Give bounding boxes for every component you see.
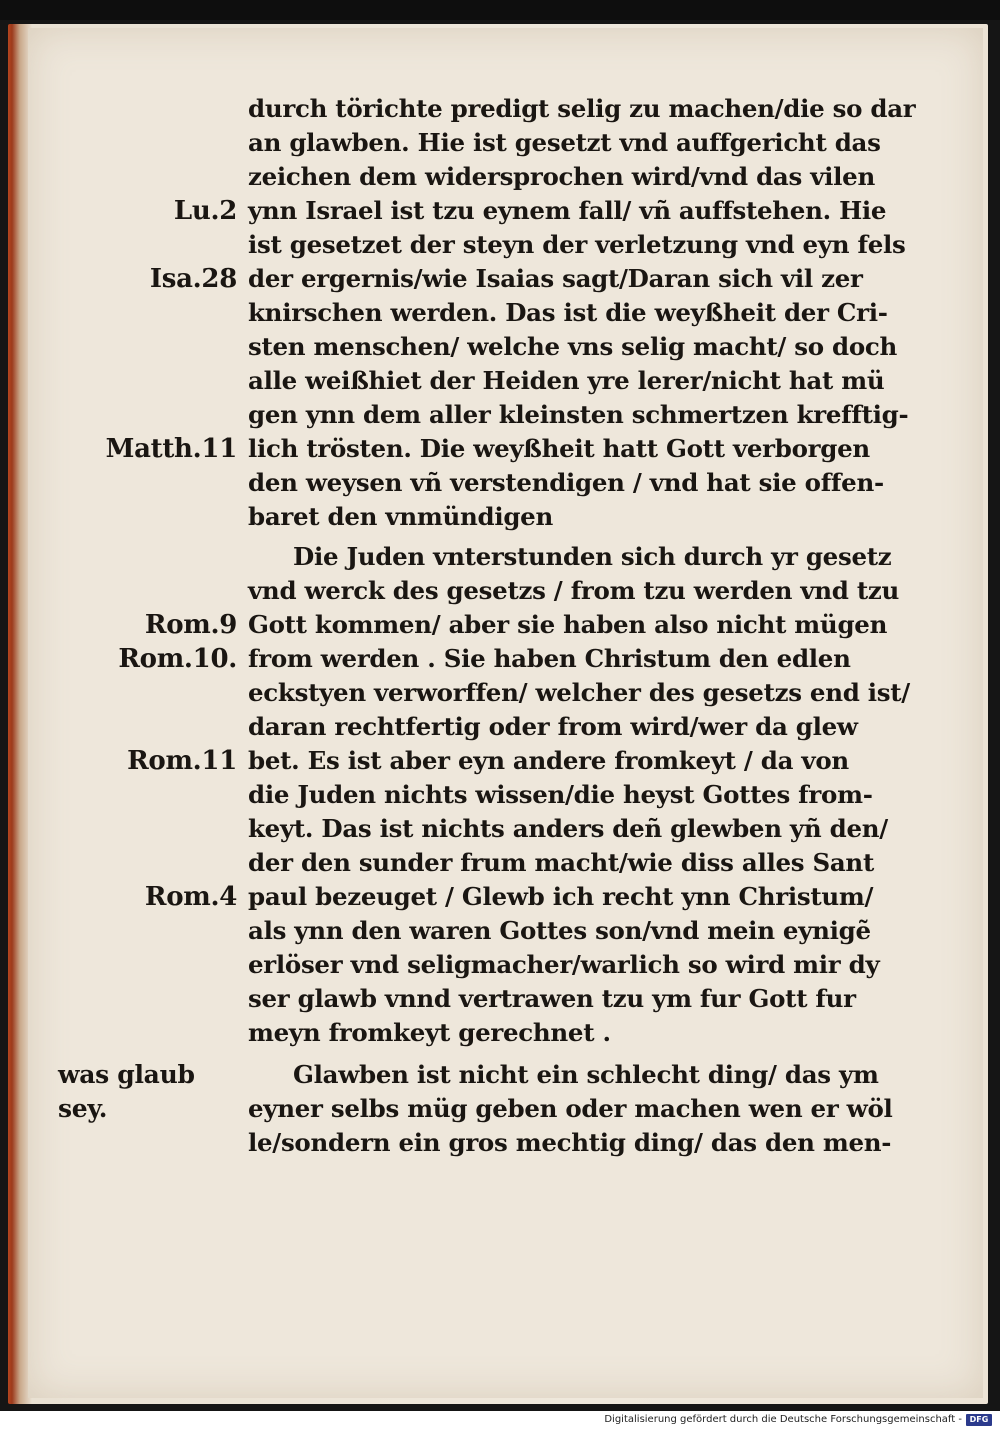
text-line: paul bezeuget / Glewb ich recht ynn Christum/: [248, 882, 874, 911]
funding-credit: Digitalisierung gefördert durch die Deutsche Forschungsgemeinschaft -: [604, 1414, 962, 1425]
margin-note: Rom.11: [127, 746, 237, 776]
margin-note: Rom.9: [144, 610, 237, 640]
text-line: den weysen vñ verstendigen / vnd hat sie offen-: [248, 468, 884, 497]
margin-note: sey.: [58, 1094, 108, 1123]
top-band: [0, 0, 1000, 20]
text-line: meyn fromkeyt gerechnet .: [248, 1018, 611, 1047]
text-line: from werden . Sie haben Christum den edlen: [248, 644, 851, 673]
text-line: der ergernis/wie Isaias sagt/Daran sich vil zer: [248, 264, 863, 293]
margin-note: Rom.10.: [118, 644, 237, 674]
text-line: Die Juden vnterstunden sich durch yr gesetz: [293, 542, 892, 571]
text-line: baret den vnmündigen: [248, 502, 553, 531]
text-line: le/sondern ein gros mechtig ding/ das den men-: [248, 1128, 892, 1157]
text-line: sten menschen/ welche vns selig macht/ so doch: [248, 332, 898, 361]
text-line: erlöser vnd seligmacher/warlich so wird mir dy: [248, 950, 880, 979]
text-line: der den sunder frum macht/wie diss alles Sant: [248, 848, 874, 877]
text-line: an glawben. Hie ist gesetzt vnd auffgericht das: [248, 128, 881, 157]
text-line: Gott kommen/ aber sie haben also nicht mügen: [248, 610, 888, 639]
footer-bar: [0, 1411, 1000, 1431]
text-line: durch törichte predigt selig zu machen/die so dar: [248, 94, 916, 123]
text-line: ist gesetzet der steyn der verletzung vnd eyn fels: [248, 230, 906, 259]
margin-note: Rom.4: [144, 882, 237, 912]
text-line: zeichen dem widersprochen wird/vnd das vilen: [248, 162, 875, 191]
page-paper: [28, 28, 983, 1398]
text-line: als ynn den waren Gottes son/vnd mein eynigẽ: [248, 916, 871, 945]
margin-note: Lu.2: [173, 196, 237, 226]
text-line: die Juden nichts wissen/die heyst Gottes from-: [248, 780, 873, 809]
text-line: alle weißhiet der Heiden yre lerer/nicht hat mü: [248, 366, 885, 395]
margin-note: Isa.28: [149, 264, 237, 294]
text-line: ynn Israel ist tzu eynem fall/ vñ auffstehen. Hie: [248, 196, 887, 225]
text-line: eckstyen verworffen/ welcher des gesetzs end ist/: [248, 678, 910, 707]
text-line: Glawben ist nicht ein schlecht ding/ das ym: [293, 1060, 879, 1089]
text-line: lich trösten. Die weyßheit hatt Gott verborgen: [248, 434, 870, 463]
text-line: ser glawb vnnd vertrawen tzu ym fur Gott fur: [248, 984, 856, 1013]
text-line: bet. Es ist aber eyn andere fromkeyt / da von: [248, 746, 849, 775]
text-line: eyner selbs müg geben oder machen wen er wöl: [248, 1094, 893, 1123]
margin-note: Matth.11: [105, 434, 237, 464]
margin-note: was glaub: [58, 1060, 195, 1089]
text-line: vnd werck des gesetzs / from tzu werden vnd tzu: [248, 576, 900, 605]
book-page: [8, 24, 988, 1404]
text-line: gen ynn dem aller kleinsten schmertzen krefftig-: [248, 400, 909, 429]
scanned-page-area: [0, 20, 1000, 1411]
dfg-logo-icon[interactable]: DFG: [966, 1414, 992, 1426]
text-line: daran rechtfertig oder from wird/wer da glew: [248, 712, 858, 741]
text-line: keyt. Das ist nichts anders deñ glewben yñ den/: [248, 814, 888, 843]
text-line: knirschen werden. Das ist die weyßheit der Cri-: [248, 298, 888, 327]
